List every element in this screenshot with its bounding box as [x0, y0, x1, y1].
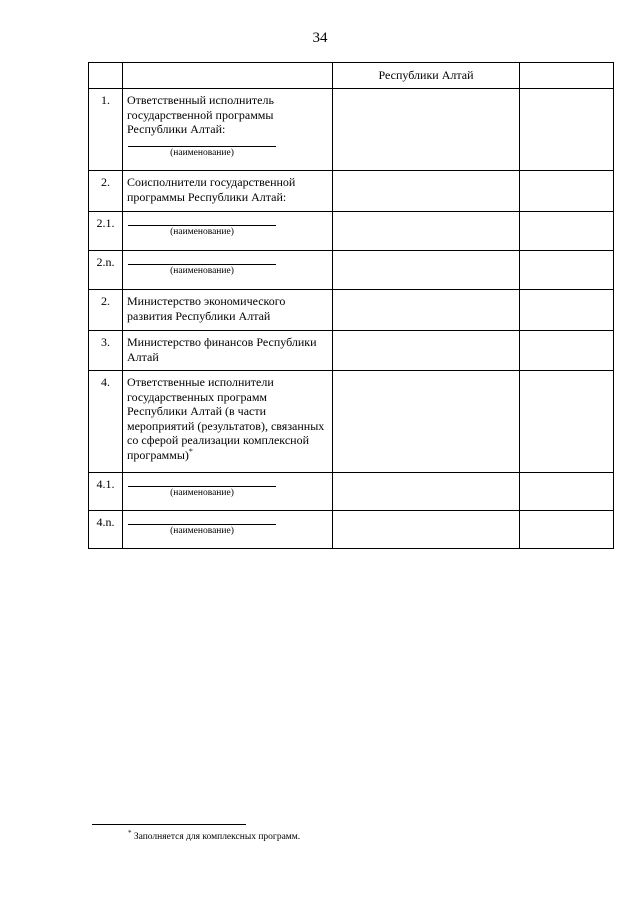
row-label [123, 511, 333, 549]
name-caption: (наименование) [170, 227, 234, 237]
name-caption: (наименование) [170, 526, 234, 536]
empty-cell [520, 212, 614, 251]
footnote [128, 828, 301, 843]
row-number: 3. [89, 331, 123, 371]
empty-cell [333, 473, 520, 511]
table-row [89, 251, 614, 290]
row-text: Ответственный исполнитель государственной программы Республики Алтай: [127, 93, 274, 136]
empty-cell [333, 251, 520, 290]
row-number: 1. [89, 89, 123, 171]
name-caption: (наименование) [170, 488, 234, 498]
table-row [89, 331, 614, 371]
empty-cell [520, 171, 614, 212]
name-line [128, 477, 276, 487]
row-label [123, 473, 333, 511]
header-cell [123, 63, 333, 89]
row-label [123, 89, 333, 171]
name-line [128, 515, 276, 525]
footnote-mark: * [188, 446, 193, 456]
row-text: Министерство финансов Республики Алтай [127, 335, 317, 364]
empty-cell [520, 371, 614, 473]
empty-cell [333, 212, 520, 251]
row-label [123, 371, 333, 473]
row-text: Соисполнители государственной программы Республики Алтай: [127, 175, 296, 204]
empty-cell [333, 511, 520, 549]
responsibility-table [88, 62, 614, 549]
empty-cell [520, 511, 614, 549]
row-label [123, 171, 333, 212]
footnote-mark: * [128, 828, 132, 837]
empty-cell [333, 171, 520, 212]
name-line [128, 255, 276, 265]
row-number: 2.1. [89, 212, 123, 251]
header-cell: Республики Алтай [333, 63, 520, 89]
empty-cell [520, 89, 614, 171]
empty-cell [520, 290, 614, 331]
page-number: 34 [312, 30, 328, 46]
table-row [89, 511, 614, 549]
table-header-row [89, 63, 614, 89]
row-number: 4.1. [89, 473, 123, 511]
empty-cell [520, 251, 614, 290]
row-label [123, 331, 333, 371]
name-caption: (наименование) [170, 266, 234, 276]
empty-cell [520, 331, 614, 371]
empty-cell [333, 89, 520, 171]
header-cell [89, 63, 123, 89]
row-number: 2. [89, 171, 123, 212]
row-number: 4.n. [89, 511, 123, 549]
empty-cell [333, 290, 520, 331]
footnote-divider [92, 824, 246, 825]
empty-cell [333, 331, 520, 371]
row-number: 2.n. [89, 251, 123, 290]
table-row [89, 371, 614, 473]
row-label [123, 251, 333, 290]
name-line [128, 216, 276, 226]
row-number: 2. [89, 290, 123, 331]
footnote-text: Заполняется для комплексных программ. [131, 832, 301, 842]
empty-cell [333, 371, 520, 473]
row-text: Ответственные исполнители государственных программ Республики Алтай (в части мероприятий (результатов), связанных со сферой реализации комплексной программы) [127, 375, 325, 462]
table-row [89, 290, 614, 331]
table-row [89, 473, 614, 511]
name-caption: (наименование) [170, 147, 234, 158]
row-text: Министерство экономического развития Республики Алтай [127, 294, 286, 323]
name-line [128, 137, 276, 147]
table-row [89, 171, 614, 212]
table-row [89, 212, 614, 251]
row-label [123, 290, 333, 331]
row-text-with-footnote [127, 375, 329, 462]
empty-cell [520, 473, 614, 511]
table-row [89, 89, 614, 171]
row-number: 4. [89, 371, 123, 473]
header-cell [520, 63, 614, 89]
row-label [123, 212, 333, 251]
